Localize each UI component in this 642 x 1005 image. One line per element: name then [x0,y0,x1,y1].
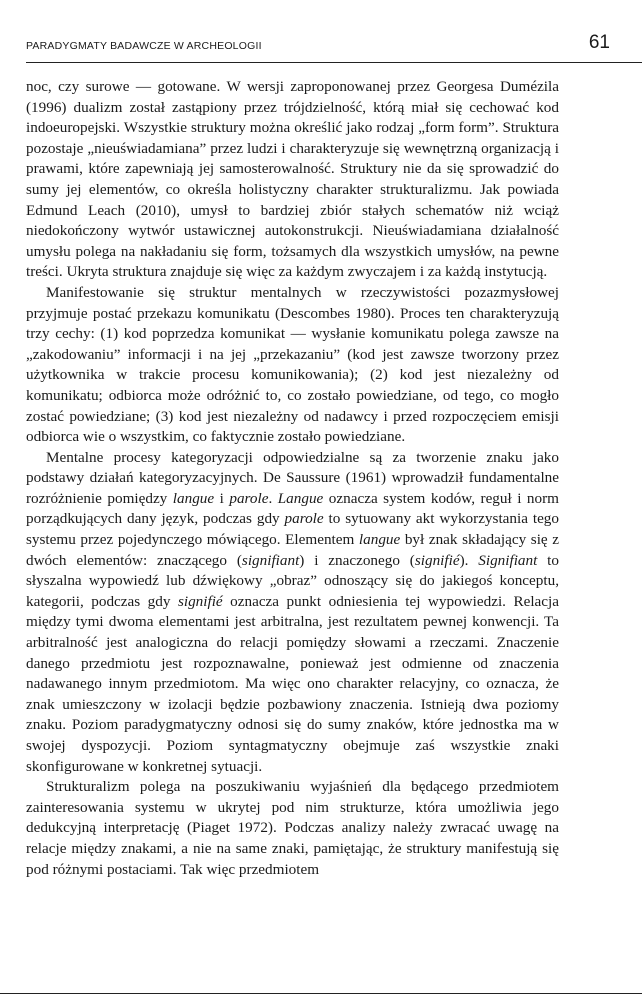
paragraph-2: Manifestowanie się struktur mentalnych w rzeczywistości pozazmysłowej przyjmuje postać przekazu komunikatu (Descombes 1980). Proces ten charakteryzują trzy cechy: (1) kod poprzedza komunikat — wysłanie komunikatu polega zawsze na „zakodowaniu” informacji i na jej „przekazaniu” (kod jest zawsze tworzony przez użytkownika w trakcie procesu komunikowania); (2) kod jest niezależny od komunikatu; odbiorca może odróżnić to, co zostało powiedziane, od tego, co mogło zostać powiedziane; (3) kod jest niezależny od nadawcy i przed rozpoczęciem emisji odbiorca wie o wszystkim, co faktycznie zostało powiedziane. [26,283,559,446]
term-langue: langue [172,489,215,507]
term-parole: parole [284,510,324,528]
paragraph-1: noc, czy surowe — gotowane. W wersji zaproponowanej przez Georgesa Dumézila (1996) dualizm został zastąpiony przez trójdzielność, którą miał się cechować kod indoeuropejski. Wszystkie struktury można określić jako rodzaj „form form”. Struktura pozostaje „nieuświadamiana” przez ludzi i charakteryzuje się wewnętrzną organizacją i prawami, które zapewniają jej samosterowalność. Struktury nie da się sprowadzić do sumy jej elementów, co określa holistyczny charakter strukturalizmu. Jak powiada Edmund Leach (2010), umysł to bardziej zbiór stałych schematów niż wciąż niedokończony wytwór ustawicznej autokonstrukcji. Nieuświadamiana działalność umysłu polega na nakładaniu się form, tożsamych dla wszystkich umysłów, na pewne treści. Ukryta struktura znajduje się więc za każdym zwyczajem i za każdą instytucją. [26,78,559,281]
text-segment: i [214,489,230,507]
term-signifiant: Signifiant [478,551,538,569]
term-signifie: signifié [414,551,460,569]
text-segment: oznacza punkt odniesienia tej wypowiedzi. Relacja między tymi dwoma elementami jest arbitralna, jest rezultatem pewnej konwencji. Ta arbitralność jest analogiczna do relacji pomiędzy słowami a rzeczami. Znaczenie danego przedmiotu jest rozpoznawalne, ponieważ jest odmienne od znaczenia nadawanego innym przedmiotom. Ma więc ono charakter relacyjny, co oznacza, że znak umieszczony w izolacji będzie pozbawiony znaczenia. Istnieją dwa poziomy znaku. Poziom paradygmatyczny odnosi się do sumy znaków, które jednostka ma w swojej dyspozycji. Poziom syntagmatyczny obejmuje zaś wszystkie znaki skonfigurowane w konkretnej sytuacji. [26,592,559,775]
text-segment: ). [459,551,479,569]
text-segment: . [268,489,278,507]
text-segment: był znak składający się z dwóch elementów: znaczącego ( [26,531,559,569]
text-segment: Mentalne procesy kategoryzacji odpowiedzialne są za tworzenie znaku jako podstawy działań kategoryzacyjnych. De Saussure (1961) wprowadził fundamentalne rozróżnienie pomiędzy [26,448,559,507]
page-header [26,32,614,62]
term-parole: parole [229,489,269,507]
paragraph-4: Strukturalizm polega na poszukiwaniu wyjaśnień dla będącego przedmiotem zainteresowania systemu w ukrytej pod nim strukturze, która umożliwia jego dedukcyjną interpretację (Piaget 1972). Podczas analizy należy zwracać uwagę na relacje między znakami, a nie na same znaki, pamiętając, że struktury manifestują się pod różnymi postaciami. Tak więc przedmiotem [26,778,559,878]
text-segment: oznacza system kodów, reguł i norm porządkujących dany język, podczas gdy [26,489,559,528]
header-rule [26,62,642,63]
running-head: PARADYGMATY BADAWCZE W ARCHEOLOGII [26,40,262,52]
page-number: 61 [588,32,610,53]
term-langue: langue [358,531,401,549]
term-signifiant: signifiant [241,551,300,569]
text-segment: to słyszalna wypowiedź lub dźwiękowy „obraz” odnoszący się do jakiegoś konceptu, kategorii, podczas gdy [26,551,559,610]
term-langue: Langue [277,489,324,507]
page-bottom-edge [0,993,642,994]
paragraph-3 [26,448,559,778]
term-signifie: signifié [177,592,223,610]
body-text [26,77,559,880]
text-segment: ) i znaczonego ( [299,551,415,569]
text-segment: to sytuowany akt wykorzystania tego systemu przez pojedynczego mówiącego. Elementem [26,510,559,549]
